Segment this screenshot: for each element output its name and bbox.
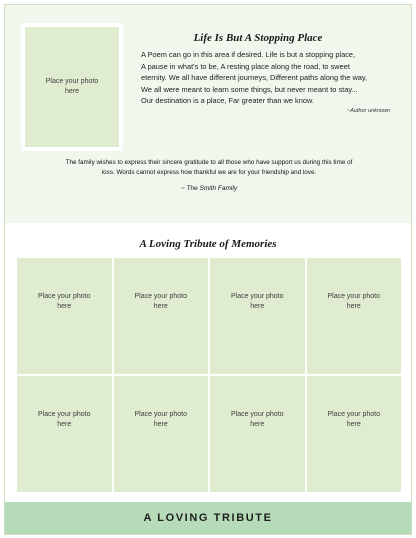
- gallery-photo-label: Place your photo here: [134, 293, 188, 310]
- gallery-photo-label: Place your photo here: [37, 293, 91, 310]
- gallery-photo-label: Place your photo here: [327, 411, 381, 428]
- gallery-photo-placeholder[interactable]: [210, 376, 305, 492]
- footer-title: A LOVING TRIBUTE: [143, 512, 273, 524]
- poem-line: We all were meant to learn some things, but never meant to stay...: [141, 84, 358, 94]
- gallery-photo-placeholder[interactable]: [114, 376, 209, 492]
- gallery-photo-label: Place your photo here: [327, 293, 381, 310]
- feature-photo-label: Place your photo here: [45, 78, 99, 95]
- gallery-photo-placeholder[interactable]: [307, 376, 402, 492]
- tribute-page: [4, 4, 412, 535]
- gratitude-line: The family wishes to express their sincere gratitude to all those who have support us during this time of: [65, 159, 353, 166]
- gallery-photo-label: Place your photo here: [134, 411, 188, 428]
- gallery-photo-placeholder[interactable]: [17, 258, 112, 374]
- poem-line: A pause in what's to be, A resting place along the road, to sweet: [141, 61, 350, 71]
- gallery-photo-label: Place your photo here: [37, 411, 91, 428]
- poem-line: Our destination is a place, Far greater than we know.: [141, 96, 314, 105]
- family-signature: ~ The Smith Family: [180, 185, 238, 192]
- gallery-photo-placeholder[interactable]: [17, 376, 112, 492]
- poem-title: Life Is But A Stopping Place: [193, 32, 323, 44]
- feature-photo-placeholder[interactable]: [25, 27, 119, 147]
- poem-panel: [5, 5, 411, 223]
- poem-author: ~Author unknown: [347, 108, 390, 114]
- photo-gallery-grid: [17, 258, 401, 492]
- gallery-photo-placeholder[interactable]: [210, 258, 305, 374]
- gallery-photo-placeholder[interactable]: [307, 258, 402, 374]
- poem-line: eternity. We all have different journeys, Different paths along the way,: [141, 73, 368, 82]
- poem-text: [141, 49, 409, 107]
- gallery-photo-label: Place your photo here: [230, 411, 284, 428]
- gallery-photo-label: Place your photo here: [230, 293, 284, 310]
- feature-photo-frame[interactable]: [21, 23, 123, 151]
- gallery-title: A Loving Tribute of Memories: [139, 238, 277, 250]
- gratitude-line: loss. Words cannot express how thankful we are for your friendship and love.: [101, 169, 317, 176]
- gallery-photo-placeholder[interactable]: [114, 258, 209, 374]
- gratitude-message: [39, 158, 379, 178]
- footer-band: [5, 502, 411, 534]
- poem-line: A Poem can go in this area if desired. Life is but a stopping place,: [141, 50, 356, 59]
